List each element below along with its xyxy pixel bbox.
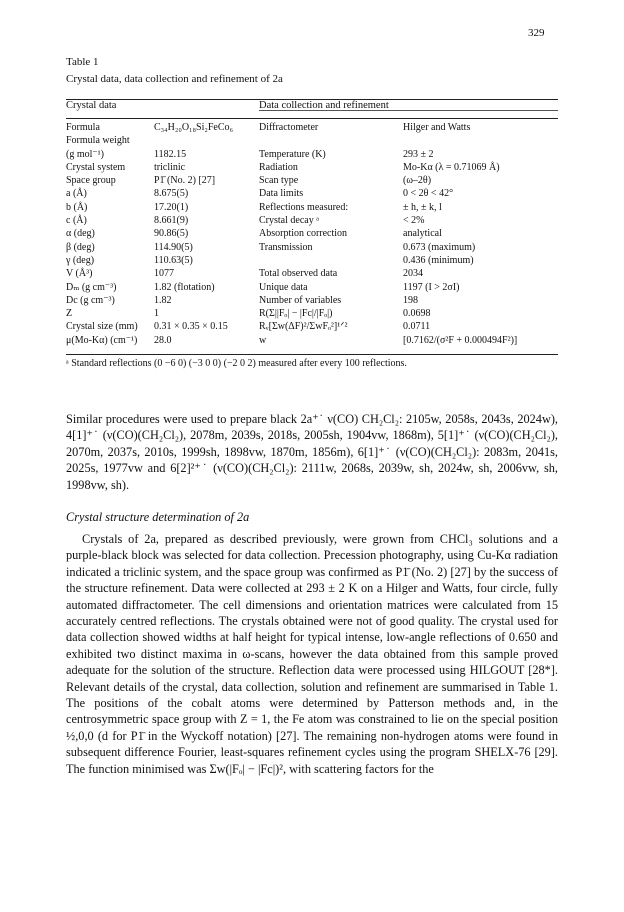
table-cell: γ (deg) — [66, 254, 95, 266]
table-cell: Scan type — [259, 175, 299, 187]
table-cell: 198 — [403, 294, 418, 306]
page-number: 329 — [528, 27, 545, 39]
table-cell: w — [259, 334, 267, 346]
table-cell: 0.673 (maximum) — [403, 241, 476, 253]
table-row — [66, 161, 558, 174]
table-cell: a (Å) — [66, 188, 87, 200]
table-label: Table 1 — [66, 56, 99, 68]
table-cell: 293 ± 2 — [403, 148, 434, 160]
table-cell: Crystal size (mm) — [66, 321, 138, 333]
table-row — [66, 281, 558, 294]
table-cell: P1̄ (No. 2) [27] — [154, 175, 216, 187]
table-cell: V (Å³) — [66, 268, 93, 280]
table-cell: analytical — [403, 228, 442, 240]
table-cell: (g mol⁻¹) — [66, 148, 104, 160]
table-row — [66, 267, 558, 280]
table-cell: 8.675(5) — [154, 188, 189, 200]
table-cell: Rᵥ[Σw(ΔF)²/ΣwFₒ²]¹ᐟ² — [259, 321, 348, 333]
table-cell: Temperature (K) — [259, 148, 326, 160]
table-cell: Crystal system — [66, 161, 126, 173]
table-cell: 110.63(5) — [154, 254, 193, 266]
table-cell: 1077 — [154, 268, 174, 280]
crystal-data-table — [66, 121, 558, 347]
table-cell: Data limits — [259, 188, 304, 200]
table-row — [66, 201, 558, 214]
table-cell: Total observed data — [259, 268, 338, 280]
section-heading: Crystal structure determination of 2a — [66, 510, 250, 524]
table-row — [66, 334, 558, 347]
table-header-rule — [66, 118, 558, 119]
table-cell: [0.7162/(σ²F + 0.000494F²)] — [403, 334, 518, 346]
table-header-underline — [259, 110, 558, 111]
table-cell: Transmission — [259, 241, 313, 253]
table-row — [66, 121, 558, 134]
table-cell: 90.86(5) — [154, 228, 189, 240]
table-cell: μ(Mo-Kα) (cm⁻¹) — [66, 334, 138, 346]
table-bottom-rule — [66, 354, 558, 355]
table-row — [66, 294, 558, 307]
table-cell: Dc (g cm⁻³) — [66, 294, 115, 306]
table-row — [66, 148, 558, 161]
paragraph-structure-determination: Crystals of 2a, prepared as described previously, were grown from CHCl₃ solutions and a purple-black block was selected for data collection. Precession photography, using Cu-Kα radiation indicated a triclinic system, and the space group was confirmed as P1̄ (No. 2) [27] by the success of the structure refinement. Data were collected at 293 ± 2 K on a Hilger and Watts, four circle, fully automated diffractometer. The cell dimensions and orientation matrices were calculated from 15 accurately centred reflections. The crystals obtained were not of good quality. The crystal used for data collection showed widths at half height for typical intense, low-angle reflections of 0.650 and exhibited two distinct maxima in ω-scans, however the data obtained from this sample proved adequate for the solution of the structure. Reflection data were processed using HILGOUT [28*]. Relevant details of the crystal, data collection, solution and refinement are summarised in Table 1. The positions of the cobalt atoms were determined by Patterson methods and, in the centrosymmetric space group with Z = 1, the Fe atom was constrained to lie on the special position ½,0,0 (d for P1̄ in the Wyckoff notation) [27]. The remaining non-hydrogen atoms were found in subsequent difference Fourier, least-squares refinement cycles using the program SHELX-76 [29]. The function minimised was Σw(|Fₒ| − |Fc|)², with scattering factors for the — [66, 532, 558, 776]
table-cell: < 2% — [403, 215, 425, 227]
table-row — [66, 214, 558, 227]
table-cell: 0 < 2θ < 42° — [403, 188, 454, 200]
table-cell: 1182.15 — [154, 148, 187, 160]
table-header-right: Data collection and refinement — [259, 100, 389, 111]
table-cell: C₃₄H₂₀O₁₈Si₂FeCo₆ — [154, 122, 234, 133]
table-cell: R(Σ||Fₒ| − |Fc|/|Fₒ|) — [259, 308, 333, 320]
table-row — [66, 241, 558, 254]
table-cell: Number of variables — [259, 294, 342, 306]
table-cell: α (deg) — [66, 228, 95, 240]
table-cell: 8.661(9) — [154, 215, 189, 227]
table-row — [66, 320, 558, 333]
table-cell: c (Å) — [66, 215, 87, 227]
table-cell: 1.82 — [154, 294, 172, 306]
table-cell: 0.31 × 0.35 × 0.15 — [154, 321, 228, 333]
table-cell: 28.0 — [154, 334, 172, 346]
table-cell: β (deg) — [66, 241, 95, 253]
table-cell: Hilger and Watts — [403, 122, 471, 133]
table-cell: Absorption correction — [259, 228, 348, 240]
table-cell: 0.0698 — [403, 308, 431, 320]
table-row — [66, 134, 558, 147]
table-cell: Formula — [66, 122, 100, 133]
table-row — [66, 227, 558, 240]
table-row — [66, 187, 558, 200]
table-row — [66, 307, 558, 320]
table-cell: Formula weight — [66, 135, 130, 147]
table-cell: Diffractometer — [259, 122, 319, 133]
table-cell: 114.90(5) — [154, 241, 193, 253]
table-cell: b (Å) — [66, 201, 88, 213]
table-row — [66, 254, 558, 267]
table-caption: Crystal data, data collection and refinement of 2a — [66, 73, 283, 85]
table-cell: 2034 — [403, 268, 423, 280]
table-header-left: Crystal data — [66, 100, 117, 111]
table-cell: Dₘ (g cm⁻³) — [66, 281, 117, 293]
table-cell: 1.82 (flotation) — [154, 281, 215, 293]
table-cell: ± h, ± k, l — [403, 201, 442, 213]
table-cell: Z — [66, 308, 73, 320]
paragraph-preparation: Similar procedures were used to prepare black 2a⁺˙ ν(CO) CH₂Cl₂: 2105w, 2058s, 2043s, 2024w), 4[1]⁺˙ (ν(CO)(CH₂Cl₂), 2078m, 2039s, 2018s, 2005sh, 1904vw, 1868m), 5[1]⁺˙ (ν(CO)(CH₂Cl₂), 2070m, 2037s, 2010s, 1999sh, 1898vw, 1870m, 1856m), 6[1]⁺˙ (ν(CO)(CH₂Cl₂): 2083m, 2041s, 2025s, 1977vw and 6[2]²⁺˙ (ν(CO)(CH₂Cl₂): 2111w, 2068s, 2039w, sh, 2024w, sh, 2006vw, sh, 1998vw, sh). — [66, 412, 558, 492]
table-footnote: ᵃ Standard reflections (0 −6 0) (−3 0 0) (−2 0 2) measured after every 100 reflections. — [66, 358, 407, 369]
table-cell: triclinic — [154, 161, 186, 173]
table-cell: Mo-Kα (λ = 0.71069 Å) — [403, 161, 500, 173]
table-cell: 0.0711 — [403, 321, 431, 333]
table-cell: Reflections measured: — [259, 201, 349, 213]
table-row — [66, 174, 558, 187]
table-cell: 0.436 (minimum) — [403, 254, 474, 266]
table-cell: 1197 (I > 2σI) — [403, 281, 460, 293]
table-cell: (ω–2θ) — [403, 175, 432, 187]
table-cell: Space group — [66, 175, 116, 187]
table-cell: Unique data — [259, 281, 308, 293]
table-cell: 17.20(1) — [154, 201, 189, 213]
table-cell: Radiation — [259, 161, 298, 173]
table-cell: Crystal decay ᵃ — [259, 215, 319, 227]
table-cell: 1 — [154, 308, 159, 320]
